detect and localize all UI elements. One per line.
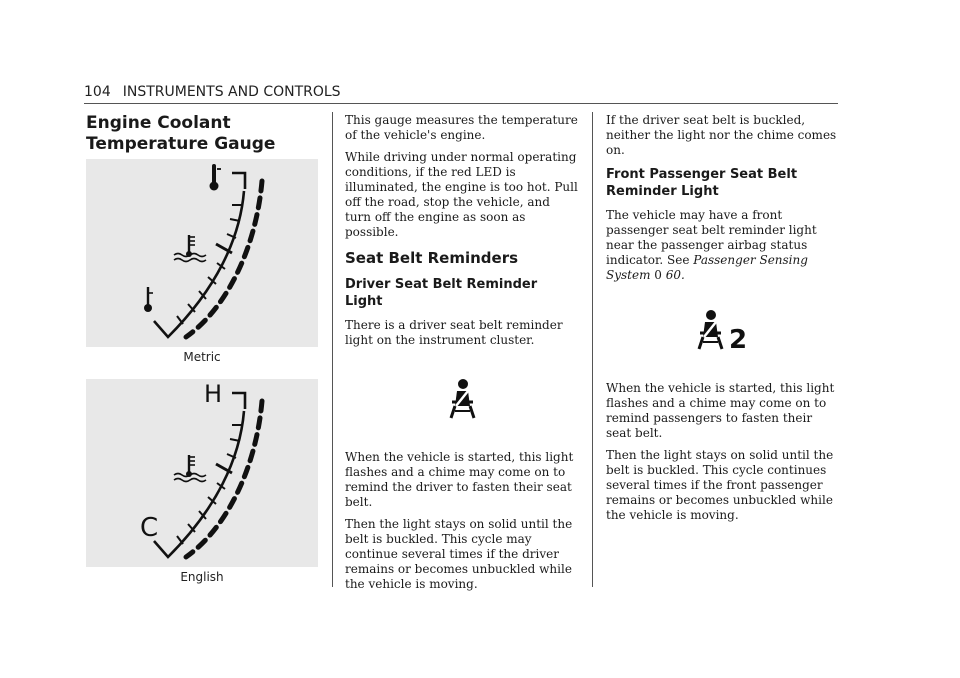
overheat-warning-text: While driving under normal operating conditions, if the red LED is illuminated, the engine is too hot. Pull off the road, stop the vehicle, and turn off the engine as soon as possible. — [345, 150, 578, 239]
passenger-reminder-start-text: When the vehicle is started, this light flashes and a chime may come on to remind passengers to fasten their seat belt. — [606, 381, 835, 440]
gauge-english-caption: English — [180, 570, 224, 584]
driver-reminder-subheading: Driver Seat Belt Reminder Light — [345, 277, 538, 309]
section-heading-line1: Engine Coolant — [86, 113, 231, 133]
driver-reminder-cycle-text: Then the light stays on solid until the belt is buckled. This cycle may continue several times if the driver remains or becomes unbuckled while the vehicle is moving. — [345, 517, 573, 591]
column-3 — [606, 113, 838, 530]
gauge-metric-caption: Metric — [183, 350, 221, 364]
passenger-seat-belt-reminder-icon — [689, 309, 755, 353]
passenger-reminder-intro: The vehicle may have a front passenger seat belt reminder light near the passenger airbag status indicator. See Passenger Sensing System 0 60. — [606, 208, 817, 282]
page-ref-symbol: 0 — [654, 268, 662, 282]
buckled-text: If the driver seat belt is buckled, neither the light nor the chime comes on. — [606, 113, 837, 157]
driver-reminder-intro: There is a driver seat belt reminder light on the instrument cluster. — [345, 318, 563, 347]
gauge-hot-label: H — [204, 380, 223, 408]
coolant-temp-icon — [174, 455, 206, 482]
header-rule — [84, 103, 838, 104]
thermometer-hot-icon — [210, 166, 222, 191]
coolant-temp-icon — [174, 235, 206, 262]
running-header — [84, 84, 341, 100]
gauge-english-illustration — [86, 379, 318, 567]
passenger-icon-number: 2 — [729, 325, 748, 353]
cross-reference-link[interactable]: Passenger Sensing System — [606, 253, 808, 282]
column-divider-1 — [332, 112, 333, 587]
gauge-metric-illustration — [86, 159, 318, 347]
section-title: INSTRUMENTS AND CONTROLS — [122, 84, 341, 100]
column-2 — [345, 113, 579, 599]
page-number: 104 — [84, 84, 111, 100]
passenger-reminder-cycle-text: Then the light stays on solid until the belt is buckled. This cycle continues several times if the front passenger remains or becomes unbuckled while the vehicle is moving. — [606, 448, 834, 522]
thermometer-cold-icon — [144, 287, 153, 312]
section-heading-line2: Temperature Gauge — [86, 134, 276, 154]
driver-reminder-start-text: When the vehicle is started, this light flashes and a chime may come on to remind the driver to fasten their seat belt. — [345, 450, 574, 509]
page-ref-number: 60 — [665, 268, 682, 282]
seat-belt-heading: Seat Belt Reminders — [345, 249, 519, 267]
gauge-cold-label: C — [140, 513, 159, 543]
seat-belt-reminder-icon — [441, 378, 483, 420]
column-divider-2 — [592, 112, 593, 587]
passenger-reminder-heading: Front Passenger Seat Belt Reminder Light — [606, 167, 798, 199]
gauge-description: This gauge measures the temperature of the vehicle's engine. — [345, 113, 578, 142]
column-1 — [86, 113, 318, 155]
